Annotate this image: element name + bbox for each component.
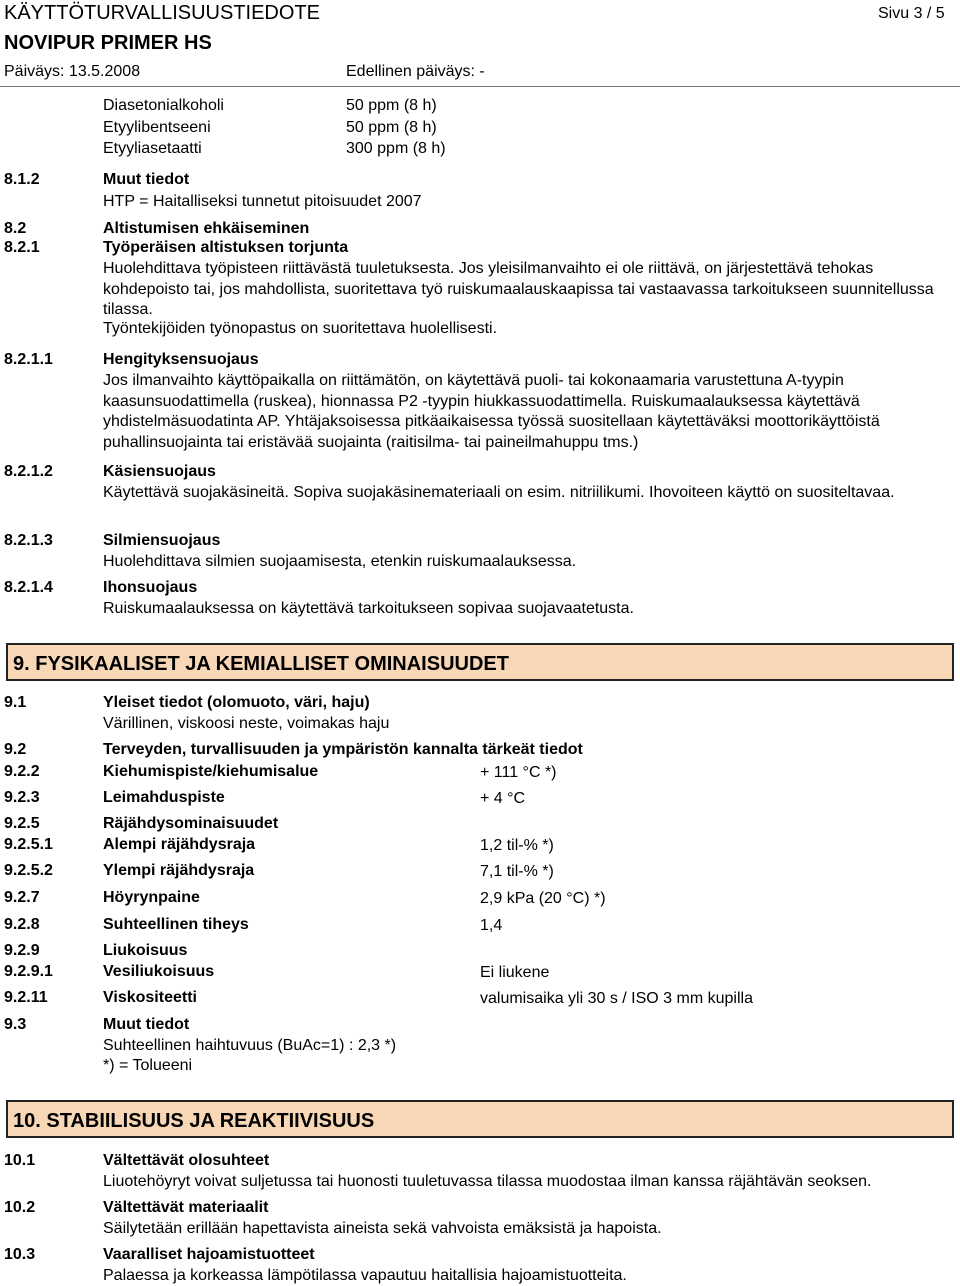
section-9-banner [6, 643, 954, 681]
limit-value: 50 ppm (8 h) [346, 97, 437, 114]
property-label: Vesiliukoisuus [103, 963, 215, 980]
section-heading: Muut tiedot [103, 1016, 190, 1033]
section-text: Huolehdittava työpisteen riittävästä tuuletuksesta. Jos yleisilmanvaihto ei ole riittävä, on järjestettävä tehokas kohdepoisto tai, jos mahdollista, suoritettava työ ruiskumaalauskaapissa tai vastaavassa tarkoitukseen suunnitellussa tilassa. [103, 260, 934, 318]
limit-name: Etyylibentseeni [103, 119, 211, 136]
property-value: 7,1 til-% *) [480, 863, 554, 880]
limit-value: 300 ppm (8 h) [346, 140, 446, 157]
section-heading: Muut tiedot [103, 171, 190, 188]
footnote: *) = Tolueeni [103, 1057, 193, 1074]
property-number: 9.2.9.1 [4, 963, 53, 980]
section-heading: Hengityksensuojaus [103, 351, 259, 368]
previous-date: Edellinen päiväys: - [346, 63, 485, 80]
section-9-title: 9. FYSIKAALISET JA KEMIALLISET OMINAISUUDET [13, 653, 509, 675]
section-10-banner [6, 1100, 954, 1138]
section-number: 8.2 [4, 220, 27, 237]
property-label: Kiehumispiste/kiehumisalue [103, 763, 319, 780]
property-number: 9.2.5.1 [4, 836, 53, 853]
property-label: Liukoisuus [103, 942, 188, 959]
section-heading: Vältettävät olosuhteet [103, 1152, 270, 1169]
property-number: 9.2.11 [4, 989, 48, 1006]
property-label: Leimahduspiste [103, 789, 225, 806]
limit-value: 50 ppm (8 h) [346, 119, 437, 136]
property-value: + 111 °C *) [480, 764, 557, 781]
property-value: valumisaika yli 30 s / ISO 3 mm kupilla [480, 990, 753, 1007]
property-label: Höyrynpaine [103, 889, 200, 906]
section-number: 10.1 [4, 1152, 36, 1169]
section-number: 10.3 [4, 1246, 36, 1263]
section-heading: Altistumisen ehkäiseminen [103, 220, 310, 237]
section-text: Ruiskumaalauksessa on käytettävä tarkoitukseen sopivaa suojavaatetusta. [103, 600, 634, 617]
property-label: Suhteellinen tiheys [103, 916, 249, 933]
section-heading: Vaaralliset hajoamistuotteet [103, 1246, 315, 1263]
property-number: 9.2.5 [4, 815, 40, 832]
property-number: 9.2.3 [4, 789, 40, 806]
property-number: 9.2.2 [4, 763, 40, 780]
limit-name: Diasetonialkoholi [103, 97, 224, 114]
header-divider [0, 86, 960, 87]
property-label: Räjähdysominaisuudet [103, 815, 279, 832]
section-number: 8.2.1.3 [4, 532, 53, 549]
section-text: Säilytetään erillään hapettavista aineista sekä vahvoista emäksistä ja hapoista. [103, 1220, 662, 1237]
section-number: 8.2.1 [4, 239, 40, 256]
property-label: Ylempi räjähdysraja [103, 862, 255, 879]
section-number: 8.2.1.4 [4, 579, 53, 596]
section-number: 9.1 [4, 694, 27, 711]
section-heading: Terveyden, turvallisuuden ja ympäristön kannalta tärkeät tiedot [103, 741, 583, 758]
property-value: Ei liukene [480, 964, 550, 981]
section-text: Värillinen, viskoosi neste, voimakas haju [103, 715, 390, 732]
property-value: 1,2 til-% *) [480, 837, 554, 854]
property-number: 9.2.5.2 [4, 862, 53, 879]
property-value: 2,9 kPa (20 °C) *) [480, 890, 606, 907]
section-heading: Ihonsuojaus [103, 579, 198, 596]
product-name: NOVIPUR PRIMER HS [4, 32, 212, 54]
section-heading: Silmiensuojaus [103, 532, 221, 549]
property-label: Viskositeetti [103, 989, 197, 1006]
section-text: Työntekijöiden työnopastus on suoritettava huolellisesti. [103, 320, 498, 337]
property-label: Alempi räjähdysraja [103, 836, 256, 853]
limit-name: Etyyliasetaatti [103, 140, 202, 157]
section-number: 8.2.1.2 [4, 463, 53, 480]
property-value: + 4 °C [480, 790, 526, 807]
page-number: Sivu 3 / 5 [878, 5, 945, 22]
section-number: 8.2.1.1 [4, 351, 53, 368]
property-value: 1,4 [480, 917, 503, 934]
section-heading: Vältettävät materiaalit [103, 1199, 269, 1216]
section-number: 9.2 [4, 741, 27, 758]
section-text: HTP = Haitalliseksi tunnetut pitoisuudet 2007 [103, 193, 422, 210]
section-text: Käytettävä suojakäsineitä. Sopiva suojakäsinemateriaali on esim. nitriilikumi. Ihovoiteen käyttö on suositeltavaa. [103, 484, 895, 501]
section-text: Jos ilmanvaihto käyttöpaikalla on riittämätön, on käytettävä puoli- tai kokonaamaria varustettuna A-tyypin kaasunsuodattimella (ruskea), hionnassa P2 -tyypin hiukkassuodattimella. Ruiskumaalauksessa käytettävä yhdistelmäsuodatinta AP. Yhtäjaksoisessa pitkäaikaisessa työssä suositellaan käytettäväksi moottorikäyttöistä puhallinsuojainta tai eristävää suojainta (raitisilma- tai paineilmahuppu tms.) [103, 372, 880, 451]
document-type-title: KÄYTTÖTURVALLISUUSTIEDOTE [4, 2, 320, 24]
section-heading: Yleiset tiedot (olomuoto, väri, haju) [103, 694, 370, 711]
section-text: Suhteellinen haihtuvuus (BuAc=1) : 2,3 *) [103, 1037, 397, 1054]
property-number: 9.2.7 [4, 889, 40, 906]
section-text: Liuotehöyryt voivat suljetussa tai huonosti tuuletuvassa tilassa muodostaa ilman kanssa räjähtävän seoksen. [103, 1173, 872, 1190]
section-number: 9.3 [4, 1016, 27, 1033]
property-number: 9.2.8 [4, 916, 40, 933]
section-heading: Työperäisen altistuksen torjunta [103, 239, 349, 256]
section-number: 8.1.2 [4, 171, 40, 188]
section-text: Huolehdittava silmien suojaamisesta, etenkin ruiskumaalauksessa. [103, 553, 577, 570]
section-text: Palaessa ja korkeassa lämpötilassa vapautuu haitallisia hajoamistuotteita. [103, 1267, 627, 1284]
section-number: 10.2 [4, 1199, 36, 1216]
property-number: 9.2.9 [4, 942, 40, 959]
section-10-title: 10. STABIILISUUS JA REAKTIIVISUUS [13, 1110, 375, 1132]
document-date: Päiväys: 13.5.2008 [4, 63, 141, 80]
section-heading: Käsiensuojaus [103, 463, 216, 480]
